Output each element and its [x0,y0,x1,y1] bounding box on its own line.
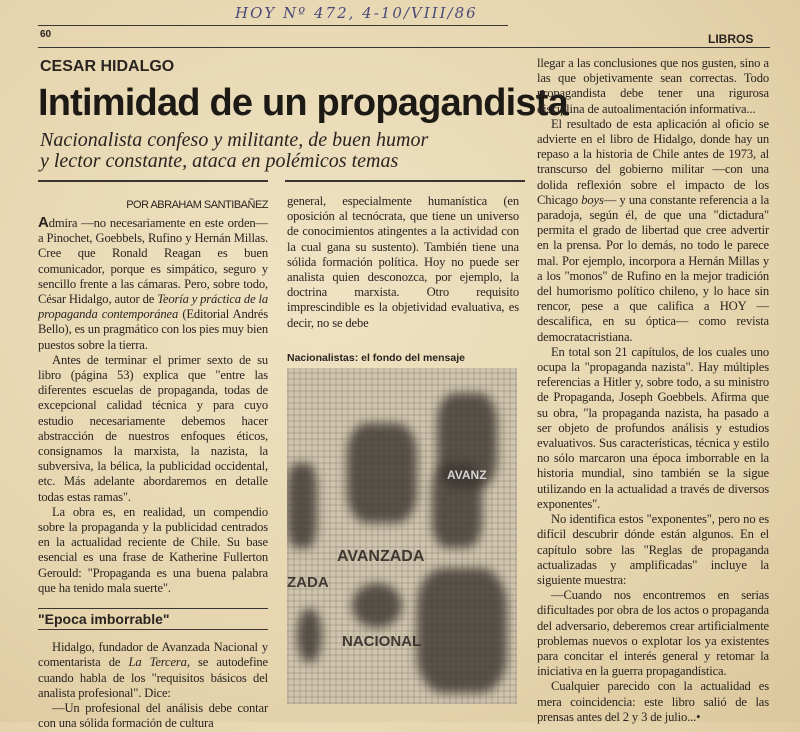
column-rule [285,180,525,182]
column-2 [287,194,519,331]
paragraph: —Cuando nos encontremos en serias dificultades por obra de los actos o propaganda del adversario, deberemos crear artificialmente problemas nuevos o explotar los ya existentes para concitar el interés general y retomar la iniciativa en la guerra propagandística. [537,588,769,679]
column-3 [537,56,769,725]
text: (Editorial Andrés Bello), es un pragmático con los pies muy bien puestos sobre la tierra. [38,307,268,352]
paragraph: llegar a las conclusiones que nos gusten, sino a las que objetivamente sean correctas. Todo propagandista debe tener una rigurosa disciplina de autoalimentación informativa... [537,56,769,116]
article-subtitle [40,130,428,172]
photo-nationalist-rally [287,368,517,704]
byline: POR ABRAHAM SANTIBAÑEZ [126,199,268,211]
paragraph: general, especialmente humanística (en oposición al tecnócrata, que tiene un universo de conocimientos atingentes a la actividad con la cual gana su sustento). También tiene una sólida formación política. Hoy no puede ser analista quien desconozca, por ejemplo, la doctrina marxista. Otro requisito imprescindible es la objetividad evaluativa, es decir, no se debe [287,194,519,330]
photo-text: NACIONAL [342,633,422,650]
newspaper-name: La Tercera, [128,655,190,670]
handwritten-issue-note: HOY Nº 472, 4-10/VIII/86 [235,4,478,22]
paragraph: No identifica estos "exponentes", pero no es difícil descubrir dónde están algunos. En el capítulo sobre las "Reglas de propaganda actualizadas y amplificadas" incluye la siguiente muestra: [537,512,769,587]
text: dmira —no necesariamente en este orden— a Pinochet, Goebbels, Rufino y Hernán Millas. Cree que Ronald Reagan es buen comunicador, porque es simpático, seguro y sencillo frente a las cámaras. Pero, sobre todo, César Hidalgo, autor de [38,216,268,307]
text: se autodefine cuando habla de los "requisitos básicos del analista profesional". Dice: [38,655,269,700]
book-title: Teoría y práctica de la propaganda contemporánea [38,292,269,322]
paragraph: La obra es, en realidad, un compendio sobre la propaganda y la publicidad centrados en la actualidad reciente de Chile. Su base esencial es una frase de Katherine Fullerton Gerould: "Propaganda es una buena palabra que ha tenido mala suerte". [38,504,268,595]
page-number: 60 [40,29,52,40]
photo-text: ZADA [287,574,329,591]
photo-text: AVANZ [447,468,487,482]
text: El resultado de esta aplicación al oficio se advierte en el libro de Hidalgo, donde hay un repaso a la historia de Chile antes de 1973, al transcurso del gobierno militar —con una dolida reflexión sobre el impacto de los Chicago [537,116,769,207]
subtitle-line: Nacionalista confeso y militante, de buen humor [40,129,429,151]
subtitle-line: y lector constante, ataca en polémicos temas [40,150,399,172]
column-1 [38,215,268,732]
article-title: Intimidad de un propagandista [38,82,568,124]
paragraph [38,215,268,353]
paragraph [537,117,769,345]
emphasis: boys [581,192,604,207]
drop-letter: A [38,214,49,231]
paragraph [38,640,268,701]
photo-caption: Nacionalistas: el fondo del mensaje [287,352,465,364]
column-rule [38,180,268,182]
paragraph: Antes de terminar el primer sexto de su libro (página 53) explica que "entre las diferentes escuelas de propaganda, todas de excepcional calidad técnica y para cuyo estudio necesariamente debemos hacer abstracción de nuestros enfoques éticos, consignamos la marxista, la nazista, la subversiva, la bélica, la publicidad occidental, etc. Más adelante abordaremos en detalle todas estas ramas". [38,352,268,504]
paragraph: En total son 21 capítulos, de los cuales uno ocupa la "propaganda nazista". Hay múltiples referencias a Hitler y, sobre todo, a su ministro de Propaganda, Joseph Goebbels. Afirma que su obra, "la propaganda nazista, ha pasado a ser objeto de profundos análisis y estudios evaluativos. Sus características, técnica y estilo no sólo marcaron una época imborrable en la historia mundial, sino también se la sigue utilizando en la actualidad a través de diversos exponentes". [537,344,769,511]
text: Hidalgo, fundador de Avanzada Nacional y comentarista de [38,640,268,670]
text: — y una constante referencia a la paradoja, según él, de que una "dictadura" permita el grado de libertad que cree advertir en la prensa. Por lo demás, no todo le parece mal. Por ejemplo, incorpora a Hernán Millas y a los "monos" de Rufino en la mejor tradición del humorismo político chileno, y lo hace sin rencor, pese a que califica a HOY —descalifica, en su óptica— como revista democratacristiana. [537,192,770,344]
photo-text: AVANZADA [337,548,425,565]
header-rule [38,47,770,48]
subheading: "Epoca imborrable" [38,611,170,628]
section-label: LIBROS [708,32,754,46]
top-rule [38,25,508,26]
subheading-box [38,608,268,630]
paragraph: Cualquier parecido con la actualidad es mera coincidencia: este libro salió de las prensas antes del 2 y 3 de julio...• [537,679,769,724]
kicker: CESAR HIDALGO [40,58,175,75]
paragraph: —Un profesional del análisis debe contar con una sólida formación de cultura [38,701,268,731]
